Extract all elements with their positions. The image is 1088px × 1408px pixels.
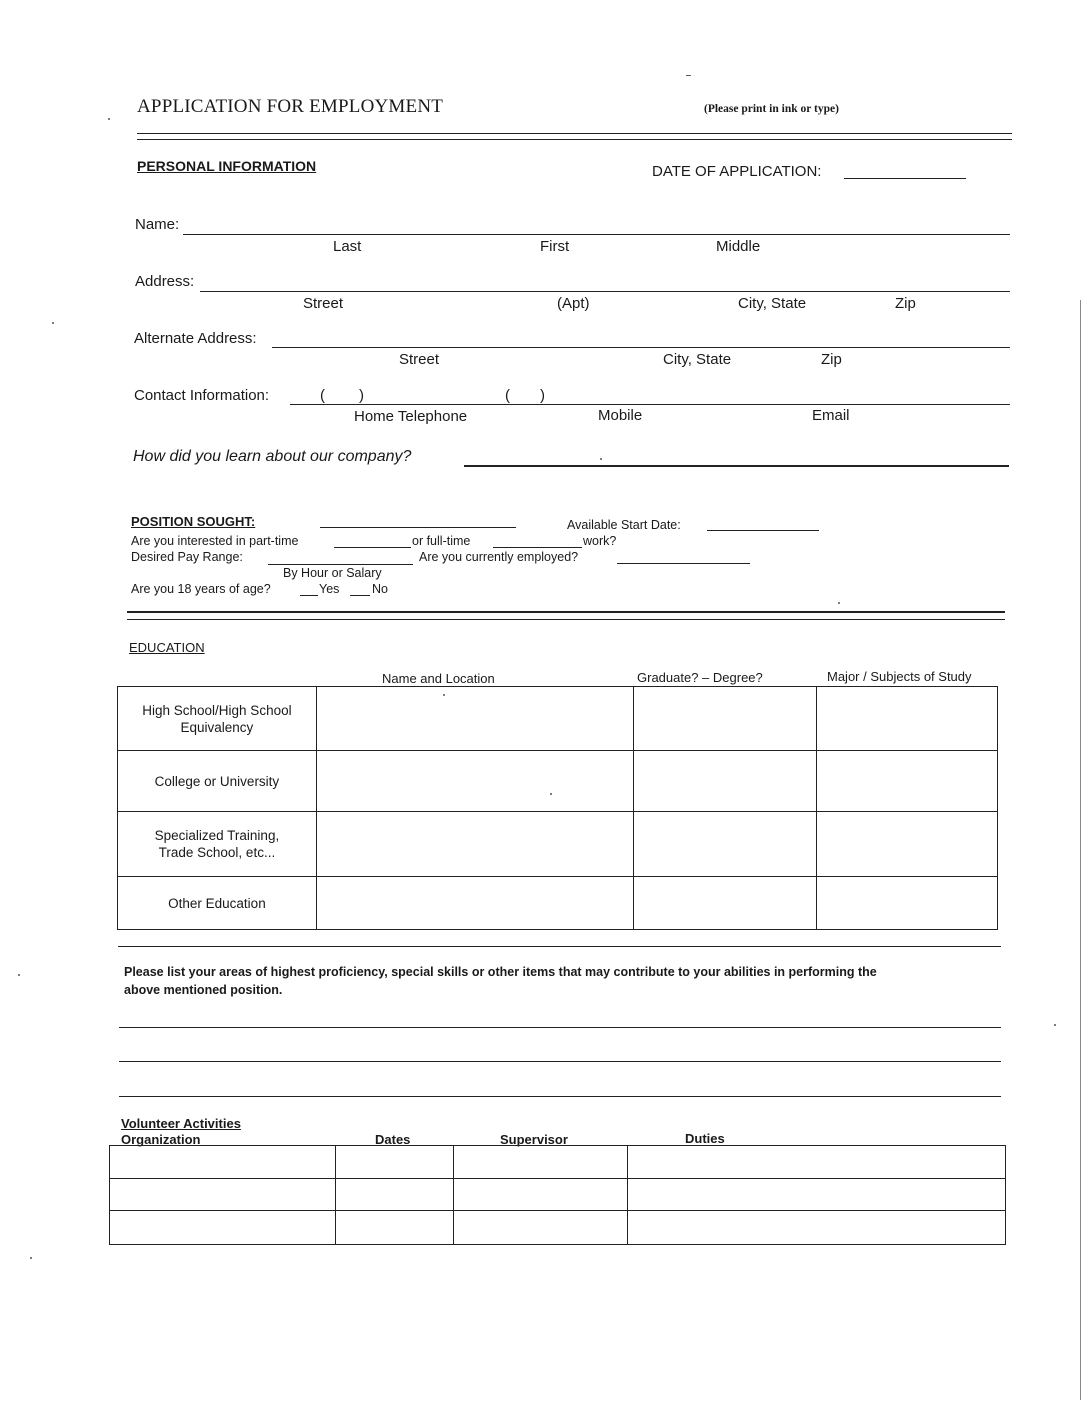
address-sub-city-state: City, State	[738, 295, 807, 312]
edu-col-graduate-degree: Graduate? – Degree?	[637, 670, 763, 685]
print-instruction: (Please print in ink or type)	[704, 103, 839, 115]
header-rule-top	[137, 133, 1012, 134]
table-row	[118, 751, 998, 812]
vol-col-organization: Organization	[121, 1132, 201, 1147]
vol-col-duties: Duties	[685, 1131, 725, 1146]
age-yes-field[interactable]	[300, 595, 318, 596]
address-field[interactable]	[200, 291, 1010, 292]
education-table	[117, 686, 998, 930]
edu-row-label-line: High School/High School	[142, 702, 292, 718]
edu-cell-graduate-degree[interactable]	[634, 687, 817, 751]
scan-speck	[600, 458, 602, 460]
alternate-address-label: Alternate Address:	[134, 330, 257, 347]
age-yes-label: Yes	[319, 582, 340, 596]
contact-sub-home-telephone: Home Telephone	[354, 408, 468, 425]
edu-row-label-line: Other Education	[168, 895, 266, 911]
date-of-application-label: DATE OF APPLICATION:	[652, 163, 822, 180]
age-no-label: No	[372, 582, 388, 596]
education-rule	[118, 946, 1001, 947]
position-sought-field[interactable]	[320, 527, 516, 528]
edu-row-label-line: Specialized Training,	[154, 828, 280, 843]
name-sub-last: Last	[333, 238, 362, 255]
vol-cell-duties[interactable]	[628, 1146, 1006, 1179]
vol-cell-organization[interactable]	[110, 1211, 336, 1245]
table-row	[110, 1211, 1006, 1245]
vol-col-supervisor: Supervisor	[500, 1132, 568, 1147]
edu-cell-name-location[interactable]	[316, 687, 634, 751]
position-rule-bottom	[127, 619, 1005, 620]
edu-row-label-college	[118, 751, 317, 812]
header-rule-bottom	[137, 139, 1012, 140]
edu-row-label-line: Trade School, etc...	[158, 845, 276, 860]
interest-part-time-text: Are you interested in part-time	[131, 534, 299, 548]
table-row	[118, 877, 998, 930]
edu-cell-graduate-degree[interactable]	[634, 877, 817, 930]
home-phone-paren-close: )	[359, 387, 364, 404]
scan-speck	[838, 602, 840, 604]
skills-line-3[interactable]	[119, 1096, 1001, 1097]
vol-cell-organization[interactable]	[110, 1146, 336, 1179]
scan-speck	[1054, 1024, 1056, 1026]
scan-speck	[443, 694, 445, 696]
contact-sub-email: Email	[812, 407, 850, 424]
full-time-field[interactable]	[493, 547, 582, 548]
skills-line-1[interactable]	[119, 1027, 1001, 1028]
alt-address-sub-street: Street	[399, 351, 440, 368]
name-sub-middle: Middle	[716, 238, 761, 255]
table-row	[118, 812, 998, 877]
pay-range-sub: By Hour or Salary	[283, 566, 382, 580]
personal-information-heading: PERSONAL INFORMATION	[137, 158, 317, 174]
edu-cell-name-location[interactable]	[316, 812, 634, 877]
edu-cell-major[interactable]	[817, 877, 998, 930]
name-label: Name:	[135, 216, 180, 233]
edu-cell-major[interactable]	[817, 751, 998, 812]
address-sub-street: Street	[303, 295, 344, 312]
desired-pay-range-field[interactable]	[268, 564, 413, 565]
contact-information-label: Contact Information:	[134, 387, 270, 404]
address-sub-apt: (Apt)	[557, 295, 590, 312]
edu-cell-major[interactable]	[817, 687, 998, 751]
date-of-application-field[interactable]	[844, 178, 966, 179]
position-sought-heading: POSITION SOUGHT:	[131, 514, 256, 529]
age-question: Are you 18 years of age?	[131, 582, 271, 596]
edu-row-label-line: Equivalency	[180, 719, 254, 735]
table-row	[110, 1146, 1006, 1179]
edu-cell-graduate-degree[interactable]	[634, 751, 817, 812]
home-phone-paren-open: (	[320, 387, 325, 404]
education-heading: EDUCATION	[129, 640, 205, 655]
interest-work-text: work?	[583, 534, 617, 548]
table-row	[110, 1179, 1006, 1211]
vol-cell-dates[interactable]	[335, 1146, 453, 1179]
currently-employed-field[interactable]	[617, 563, 750, 564]
skills-instruction-line2: above mentioned position.	[124, 983, 283, 997]
edu-row-label-high-school	[118, 687, 317, 751]
vol-cell-supervisor[interactable]	[453, 1146, 628, 1179]
learn-about-company-field[interactable]	[464, 465, 1009, 467]
age-no-field[interactable]	[350, 595, 370, 596]
learn-about-company-question: How did you learn about our company?	[133, 448, 412, 465]
available-start-date-label: Available Start Date:	[567, 518, 681, 532]
part-time-field[interactable]	[334, 547, 411, 548]
volunteer-heading: Volunteer Activities	[121, 1116, 241, 1131]
edu-cell-graduate-degree[interactable]	[634, 812, 817, 877]
vol-col-dates: Dates	[375, 1132, 411, 1147]
alt-address-sub-zip: Zip	[821, 351, 842, 368]
mobile-paren-close: )	[540, 387, 545, 404]
scan-speck	[52, 322, 54, 324]
alternate-address-field[interactable]	[272, 347, 1010, 348]
contact-information-field[interactable]	[290, 404, 1010, 405]
edu-row-label-line: College or University	[154, 773, 280, 789]
vol-cell-dates[interactable]	[335, 1179, 453, 1211]
vol-cell-duties[interactable]	[628, 1179, 1006, 1211]
vol-cell-supervisor[interactable]	[453, 1211, 628, 1245]
scan-speck	[30, 1257, 32, 1259]
skills-instruction-line1: Please list your areas of highest proficiency, special skills or other items that may contribute to your abilities in performing the	[124, 965, 877, 979]
vol-cell-supervisor[interactable]	[453, 1179, 628, 1211]
edu-row-label-specialized	[118, 812, 317, 877]
scan-edge-line	[1080, 300, 1081, 1400]
mobile-paren-open: (	[505, 387, 510, 404]
scan-speck	[550, 793, 552, 795]
address-sub-zip: Zip	[895, 295, 916, 312]
skills-line-2[interactable]	[119, 1061, 1001, 1062]
table-row	[118, 687, 998, 751]
name-field[interactable]	[183, 234, 1010, 235]
address-label: Address:	[135, 273, 195, 290]
edu-row-label-other	[118, 877, 317, 930]
volunteer-table	[109, 1145, 1006, 1245]
vol-cell-organization[interactable]	[110, 1179, 336, 1211]
edu-col-major-subjects: Major / Subjects of Study	[827, 669, 972, 684]
desired-pay-range-label: Desired Pay Range:	[131, 550, 243, 564]
contact-sub-mobile: Mobile	[598, 407, 643, 424]
interest-full-time-text: or full-time	[412, 534, 471, 548]
currently-employed-label: Are you currently employed?	[419, 550, 579, 564]
edu-cell-name-location[interactable]	[316, 751, 634, 812]
available-start-date-field[interactable]	[707, 530, 819, 531]
name-sub-first: First	[540, 238, 570, 255]
vol-cell-duties[interactable]	[628, 1211, 1006, 1245]
edu-col-name-location: Name and Location	[382, 671, 495, 686]
alt-address-sub-city-state: City, State	[663, 351, 732, 368]
vol-cell-dates[interactable]	[335, 1211, 453, 1245]
edu-cell-name-location[interactable]	[316, 877, 634, 930]
scan-speck	[686, 75, 691, 76]
form-title: APPLICATION FOR EMPLOYMENT	[137, 96, 444, 117]
position-rule-top	[127, 611, 1005, 613]
scan-speck	[108, 118, 110, 120]
scan-speck	[18, 974, 20, 976]
edu-cell-major[interactable]	[817, 812, 998, 877]
